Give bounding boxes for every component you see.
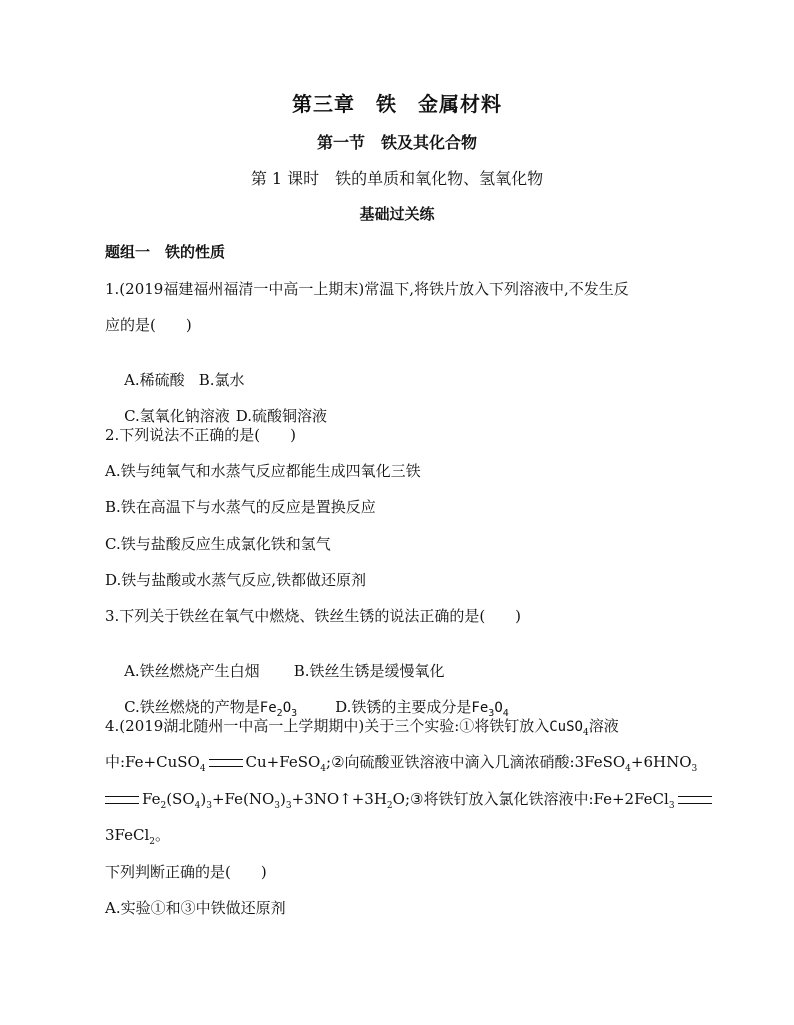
- equals-sign: [105, 796, 139, 804]
- q3-option-c: C.铁丝燃烧的产物是$Fe_2O_3$: [124, 698, 298, 719]
- q4-stem: 下列判断正确的是( ): [105, 863, 267, 881]
- q2-option-b: B.铁在高温下与水蒸气的反应是置换反应: [105, 498, 376, 516]
- q3-option-b: B.铁丝生锈是缓慢氧化: [293, 662, 445, 680]
- q4-equation-line3: 3FeCl$_2$。: [105, 826, 171, 847]
- q2-option-c: C.铁与盐酸反应生成氯化铁和氢气: [105, 535, 331, 553]
- q1-option-a: A.稀硫酸: [124, 371, 185, 389]
- equals-sign: [209, 759, 243, 767]
- q1-option-b: B.氯水: [198, 371, 245, 389]
- q3-option-a: A.铁丝燃烧产生白烟: [124, 662, 260, 680]
- q4-equation-line2: $Fe_2(SO_4)_3+Fe(NO_3)_3+3NO↑+3H_2O;③$将铁钉放入氯化铁溶液中:Fe+2FeCl$_3$: [105, 788, 715, 811]
- q1-option-d: D.硫酸铜溶液: [235, 407, 328, 425]
- q1-option-c: C.氢氧化钠溶液: [124, 407, 230, 425]
- q1-stem-line1: 1.(2019福建福州福清一中高一上期末)常温下,将铁片放入下列溶液中,不发生反: [105, 280, 629, 298]
- section-title: 第一节 铁及其化合物: [316, 133, 477, 152]
- q4-stem-line1: 4.(2019湖北随州一中高一上学期期中)关于三个实验:①将铁钉放入CuSO$_4$溶液: [105, 717, 619, 738]
- q2-option-a: A.铁与纯氧气和水蒸气反应都能生成四氧化三铁: [105, 462, 421, 480]
- q1-stem-line2: 应的是( ): [105, 316, 192, 334]
- q4-equation-line: 中:Fe+CuSO$_4$ Cu+FeSO$_4$;②向硫酸亚铁溶液中滴入几滴浓硝酸$:3FeSO_4+6HNO_3$: [105, 753, 698, 774]
- q2-stem: 2.下列说法不正确的是( ): [105, 426, 297, 444]
- equals-sign: [678, 796, 712, 804]
- lesson-title: 第 1 课时 铁的单质和氧化物、氢氧化物: [250, 169, 544, 188]
- q4-option-a: A.实验①和③中铁做还原剂: [105, 899, 286, 917]
- chapter-title: 第三章 铁 金属材料: [292, 92, 502, 116]
- q3-option-d: D.铁锈的主要成分是$Fe_3O_4$: [335, 698, 509, 719]
- q2-option-d: D.铁与盐酸或水蒸气反应,铁都做还原剂: [105, 571, 367, 589]
- practice-title: 基础过关练: [359, 205, 435, 223]
- group1-title: 题组一 铁的性质: [105, 243, 226, 261]
- q3-stem: 3.下列关于铁丝在氧气中燃烧、铁丝生锈的说法正确的是( ): [105, 607, 522, 625]
